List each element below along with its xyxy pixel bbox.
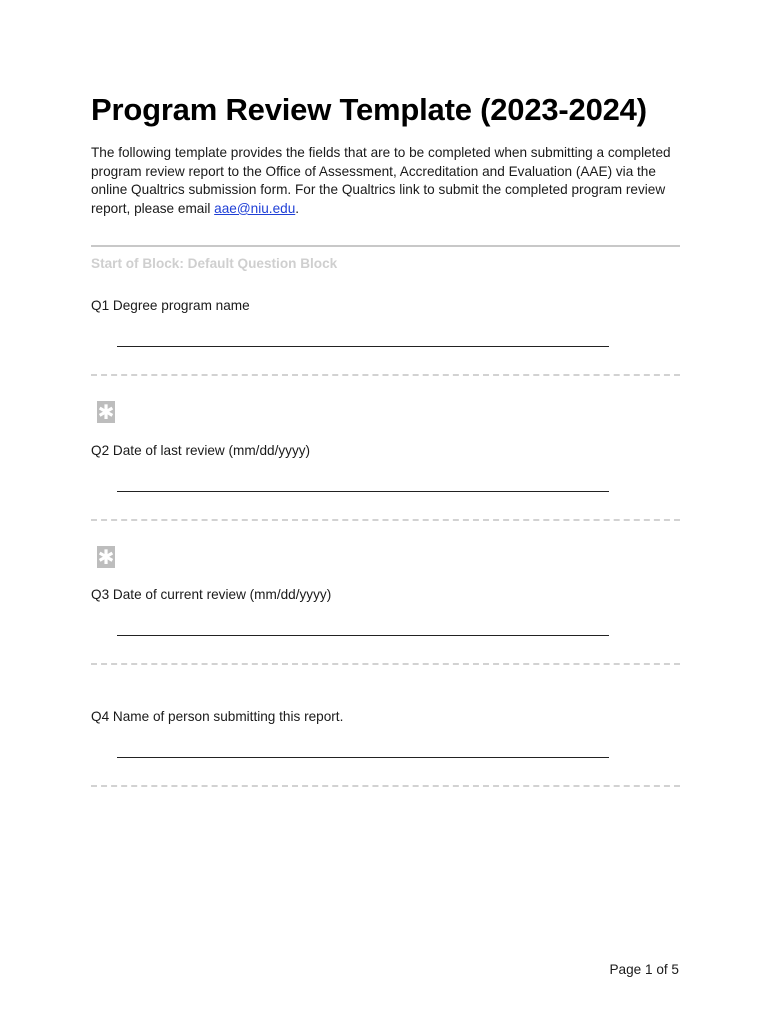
- intro-text: The following template provides the fields that are to be completed when submitting a completed program review report to the Office of Assessment, Accreditation and Evaluation (AAE) via the online Qualtrics submission form. For the Qualtrics link to submit the completed program review report, please email: [91, 145, 671, 216]
- question-separator: [91, 374, 680, 376]
- page-title: Program Review Template (2023-2024): [91, 92, 647, 127]
- intro-paragraph: [91, 144, 681, 218]
- page-number: Page 1 of 5: [609, 962, 679, 977]
- question-label-q3: Q3 Date of current review (mm/dd/yyyy): [91, 587, 332, 602]
- answer-field-q1[interactable]: [117, 346, 609, 347]
- answer-field-q3[interactable]: [117, 635, 609, 636]
- required-asterisk-icon: ✱: [97, 401, 115, 423]
- required-asterisk-icon: ✱: [97, 546, 115, 568]
- email-link[interactable]: aae@niu.edu: [214, 200, 296, 216]
- intro-period: .: [295, 200, 300, 216]
- answer-field-q4[interactable]: [117, 757, 609, 758]
- block-divider: [91, 245, 680, 247]
- answer-field-q2[interactable]: [117, 491, 609, 492]
- block-start-label: Start of Block: Default Question Block: [91, 256, 338, 271]
- question-label-q2: Q2 Date of last review (mm/dd/yyyy): [91, 443, 311, 458]
- question-label-q1: Q1 Degree program name: [91, 298, 250, 313]
- question-separator: [91, 663, 680, 665]
- question-label-q4: Q4 Name of person submitting this report.: [91, 709, 344, 724]
- question-separator: [91, 785, 680, 787]
- question-separator: [91, 519, 680, 521]
